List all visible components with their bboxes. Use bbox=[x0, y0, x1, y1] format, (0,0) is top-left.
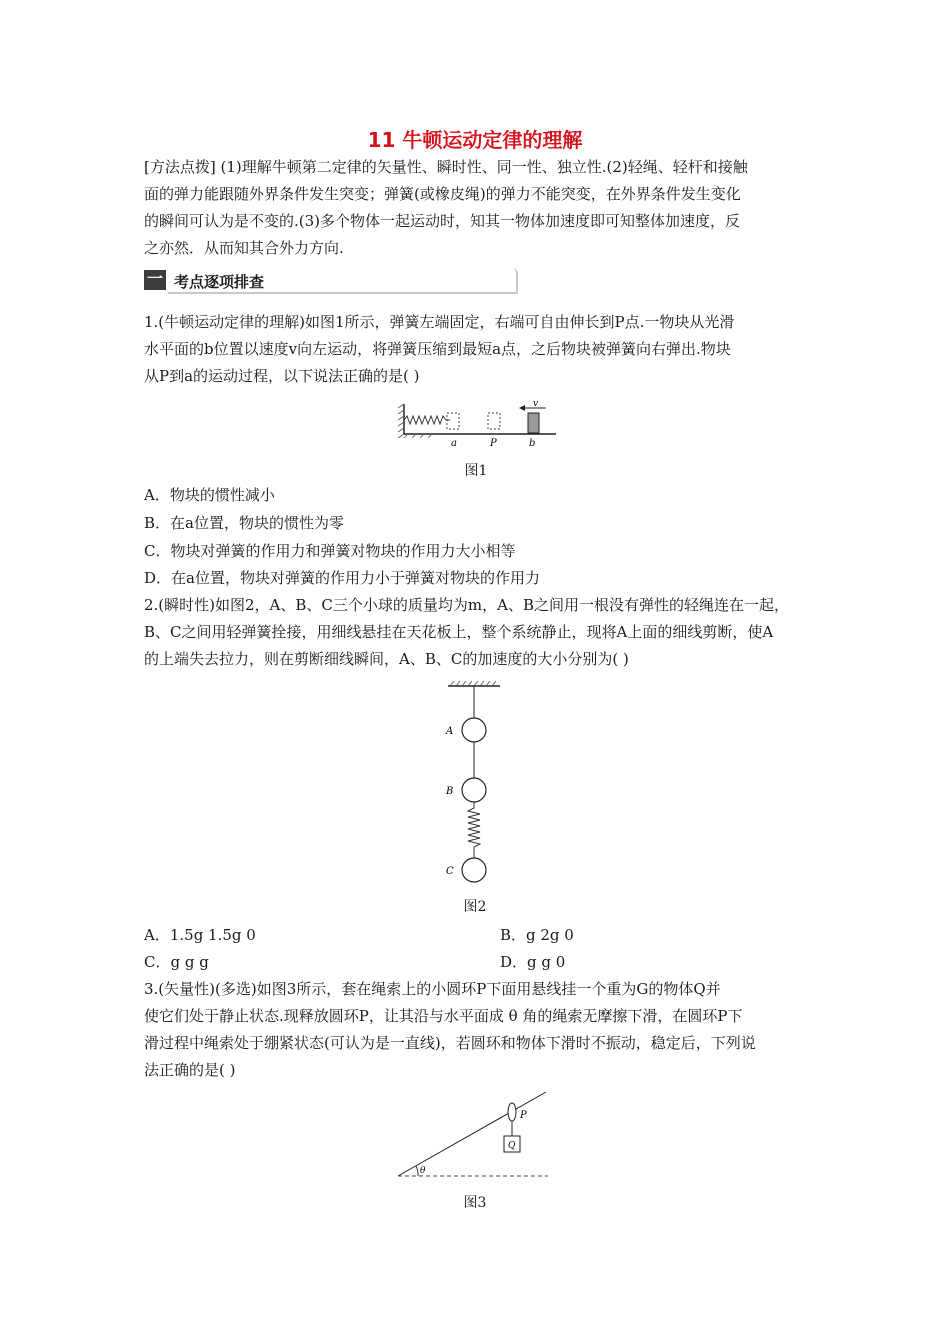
question-line: 滑过程中绳索处于绷紧状态(可认为是一直线)，若圆环和物体下滑时不振动，稳定后，下列说 bbox=[144, 1034, 756, 1052]
question-line: 从P到a的运动过程，以下说法正确的是( ) bbox=[144, 367, 420, 385]
question-line: 1.(牛顿运动定律的理解)如图1所示，弹簧左端固定，右端可自由伸长到P点.一物块从光滑 bbox=[144, 313, 735, 331]
spring bbox=[404, 416, 450, 424]
section-number: 一 bbox=[144, 270, 166, 290]
q2-option-b: B．g 2g 0 bbox=[500, 926, 574, 944]
label-b: b bbox=[529, 438, 536, 449]
ball-b bbox=[462, 778, 486, 802]
question-line: 3.(矢量性)(多选)如图3所示，套在绳索上的小圆环P下面用悬线挂一个重为G的物体Q并 bbox=[144, 980, 721, 998]
angle-arc bbox=[416, 1166, 418, 1176]
q1-option-c: C．物块对弹簧的作用力和弹簧对物块的作用力大小相等 bbox=[144, 542, 516, 560]
q1-option-b: B．在a位置，物块的惯性为零 bbox=[144, 514, 344, 532]
figure-1-spring-block bbox=[398, 398, 558, 450]
page-title: 11 牛顿运动定律的理解 bbox=[367, 128, 583, 152]
label-ball-a: A bbox=[446, 726, 454, 737]
label-v: v bbox=[533, 399, 539, 409]
question-line: 2.(瞬时性)如图2，A、B、C三个小球的质量均为m，A、B之间用一根没有弹性的轻绳连在一起， bbox=[144, 596, 789, 614]
ball-a bbox=[462, 718, 486, 742]
velocity-arrowhead bbox=[519, 405, 525, 411]
figure-2-hanging-balls bbox=[440, 680, 510, 886]
question-3 bbox=[144, 976, 812, 1084]
label-p: P bbox=[520, 1110, 527, 1121]
figure-1-caption: 图1 bbox=[464, 463, 488, 479]
rope bbox=[398, 1092, 546, 1176]
label-a: a bbox=[451, 438, 457, 449]
label-theta: θ bbox=[420, 1166, 426, 1176]
method-tips bbox=[144, 154, 812, 262]
section-rule bbox=[168, 268, 518, 294]
wall-hatch bbox=[398, 404, 404, 438]
q1-option-d: D．在a位置，物块对弹簧的作用力小于弹簧对物块的作用力 bbox=[144, 569, 540, 587]
section-label: 考点逐项排查 bbox=[174, 273, 265, 291]
ring-p bbox=[508, 1103, 516, 1121]
label-ball-c: C bbox=[446, 866, 454, 877]
question-1 bbox=[144, 309, 812, 390]
question-line: 水平面的b位置以速度v向左运动，将弹簧压缩到最短a点，之后物块被弹簧向右弹出.物块 bbox=[144, 340, 731, 358]
method-line: 的瞬间可认为是不变的.(3)多个物体一起运动时，知其一物体加速度即可知整体加速度，反 bbox=[144, 212, 741, 230]
question-line: 的上端失去拉力，则在剪断细线瞬间，A、B、C的加速度的大小分别为( ) bbox=[144, 650, 629, 668]
question-line: B、C之间用轻弹簧拴接，用细线悬挂在天花板上，整个系统静止，现将A上面的细线剪断，使A bbox=[144, 623, 774, 641]
question-line: 法正确的是( ) bbox=[144, 1061, 236, 1079]
q2-option-d: D．g g 0 bbox=[500, 953, 566, 971]
figure-3-caption: 图3 bbox=[463, 1195, 487, 1211]
question-line: 使它们处于静止状态.现释放圆环P，让其沿与水平面成 θ 角的绳索无摩擦下滑，在圆环P下 bbox=[144, 1007, 743, 1025]
q2-option-a: A．1.5g 1.5g 0 bbox=[144, 926, 256, 944]
dashed-block-p bbox=[488, 413, 500, 429]
figure-2-caption: 图2 bbox=[463, 899, 487, 915]
label-ball-b: B bbox=[446, 786, 454, 797]
spring-bc bbox=[468, 802, 480, 858]
block bbox=[528, 413, 539, 433]
q1-option-a: A．物块的惯性减小 bbox=[144, 486, 275, 504]
method-line: 之亦然．从而知其合外力方向. bbox=[144, 239, 344, 257]
method-line: [方法点拨] (1)理解牛顿第二定律的矢量性、瞬时性、同一性、独立性.(2)轻绳、轻杆和接触 bbox=[144, 158, 748, 176]
question-2 bbox=[144, 592, 812, 673]
q2-option-c: C．g g g bbox=[144, 953, 209, 971]
ball-c bbox=[462, 858, 486, 882]
figure-3-ring-on-rope bbox=[394, 1088, 554, 1180]
label-q: Q bbox=[508, 1141, 516, 1151]
section-header bbox=[144, 268, 518, 294]
label-p: P bbox=[490, 438, 497, 449]
method-line: 面的弹力能跟随外界条件发生突变；弹簧(或橡皮绳)的弹力不能突变，在外界条件发生变化 bbox=[144, 185, 741, 203]
dashed-block-a bbox=[447, 413, 459, 429]
